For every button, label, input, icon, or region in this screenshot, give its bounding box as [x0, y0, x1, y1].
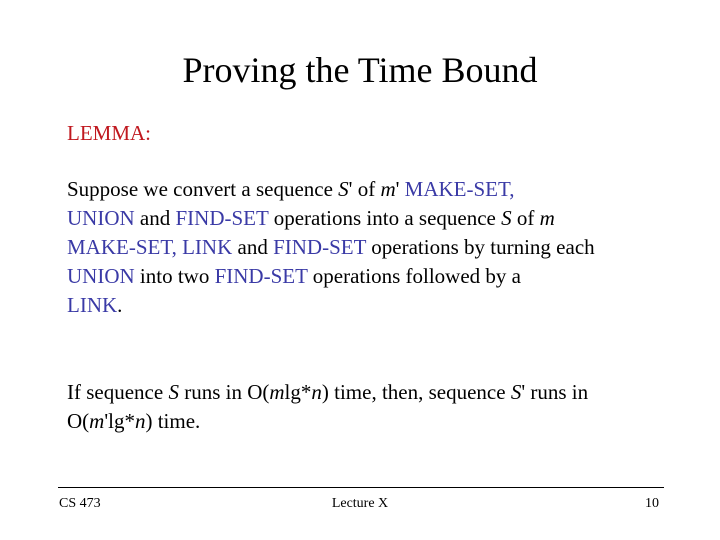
- keyword-make-set-link: MAKE-SET, LINK: [67, 235, 233, 259]
- lemma-paragraph-1: [67, 175, 667, 320]
- var-m-prime: [380, 177, 395, 201]
- keyword-find-set: FIND-SET: [214, 264, 308, 288]
- var: S: [168, 380, 179, 404]
- text: of: [352, 177, 381, 201]
- keyword-find-set: FIND-SET: [175, 206, 269, 230]
- prime: ': [395, 177, 400, 201]
- var-S: [168, 380, 179, 404]
- text: runs in O(: [178, 380, 270, 404]
- var-m: [269, 380, 284, 404]
- var: S: [510, 380, 522, 404]
- var: m: [89, 409, 105, 433]
- text: operations by turning each: [366, 235, 595, 259]
- text: operations into a sequence: [268, 206, 502, 230]
- var-n: [135, 409, 146, 433]
- var: n: [134, 409, 146, 433]
- text: into two: [134, 264, 215, 288]
- text: If sequence: [67, 380, 169, 404]
- keyword-find-set: FIND-SET: [273, 235, 367, 259]
- prime: ': [521, 380, 526, 404]
- text: lg*: [284, 380, 312, 404]
- var-m-prime: [89, 409, 104, 433]
- text: and: [232, 235, 274, 259]
- text: ) time.: [145, 409, 201, 433]
- var-m: [540, 206, 555, 230]
- var: S: [338, 177, 349, 201]
- footer-divider: [58, 487, 664, 488]
- keyword-union: UNION: [67, 206, 135, 230]
- text: .: [117, 293, 123, 317]
- keyword-union: UNION: [67, 264, 135, 288]
- var-n: [311, 380, 322, 404]
- text: ) time, then, sequence: [321, 380, 511, 404]
- text: operations followed by a: [307, 264, 521, 288]
- text: of: [511, 206, 540, 230]
- var-S-prime: [511, 380, 522, 404]
- text: runs in O(: [67, 380, 589, 433]
- prime: ': [348, 177, 353, 201]
- var-S-prime: [338, 177, 349, 201]
- lemma-paragraph-2: [67, 378, 667, 436]
- var: m: [539, 206, 555, 230]
- keyword-link: LINK: [67, 293, 118, 317]
- lemma-label: LEMMA:: [67, 121, 151, 145]
- footer-lecture: Lecture X: [331, 496, 389, 511]
- keyword-make-set: MAKE-SET,: [404, 177, 515, 201]
- var: m: [269, 380, 285, 404]
- slide-title: Proving the Time Bound: [182, 50, 538, 90]
- footer-course: CS 473: [59, 496, 101, 511]
- text: Suppose we convert a sequence: [67, 177, 339, 201]
- var: S: [501, 206, 512, 230]
- text: and: [134, 206, 176, 230]
- var: m: [380, 177, 396, 201]
- var-S: [501, 206, 512, 230]
- footer-page-number: 10: [645, 496, 659, 511]
- text: lg*: [108, 409, 135, 433]
- var: n: [311, 380, 322, 404]
- prime: ': [104, 409, 109, 433]
